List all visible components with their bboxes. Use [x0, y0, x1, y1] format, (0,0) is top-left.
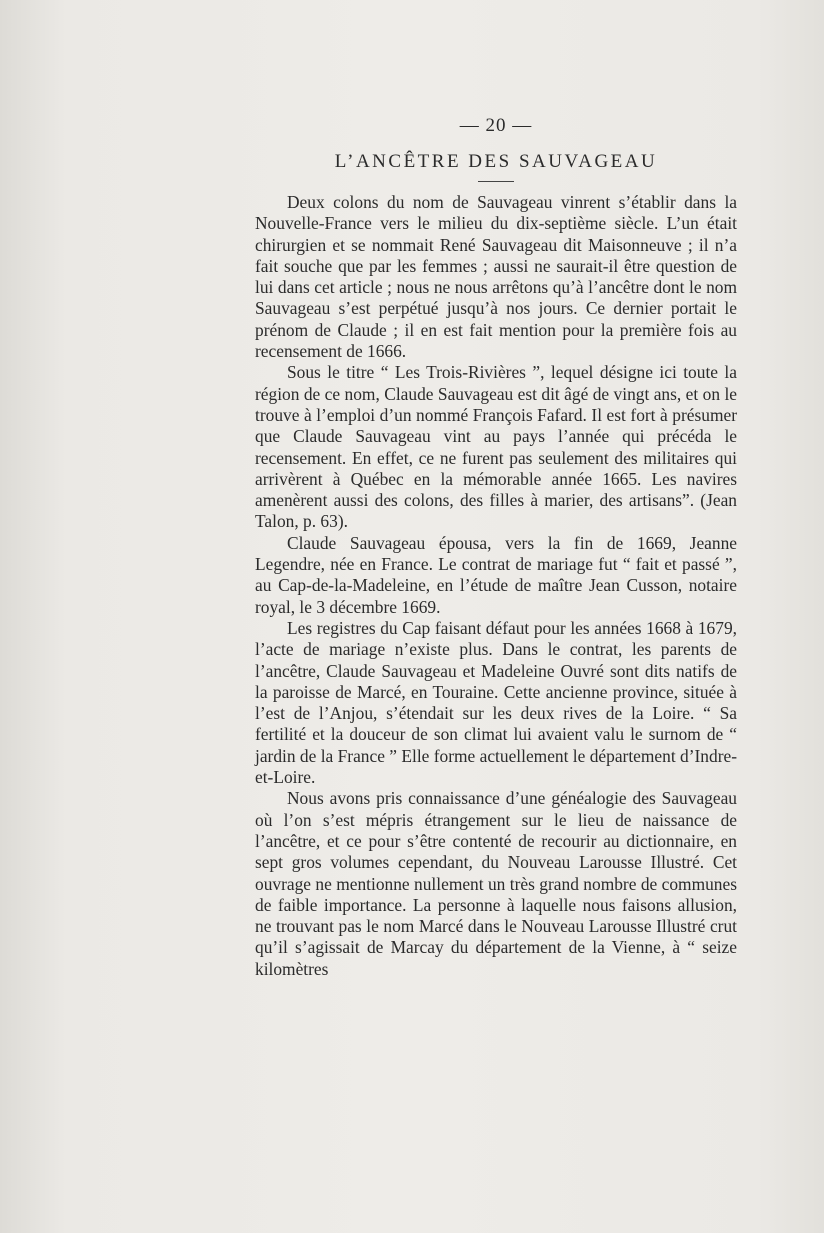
article-title: L’ANCÊTRE DES SAUVAGEAU — [334, 151, 658, 172]
title-rule — [478, 181, 514, 182]
paragraph: Deux colons du nom de Sauvageau vinrent s’établir dans la Nouvelle-France vers le milieu du dix-septième siècle. L’un était chirurgien et se nommait René Sauvageau dit Maisonneuve ; il n’a fait souche que par les femmes ; aussi ne saurait-il être question de lui dans cet article ; nous ne nous arrêtons qu’à l’ancêtre dont le nom Sauvageau s’est perpétué jusqu’à nos jours. Ce dernier portait le prénom de Claude ; il en est fait mention pour la première fois au recensement de 1666. — [255, 192, 737, 362]
paragraph: Sous le titre “ Les Trois-Rivières ”, lequel désigne ici toute la région de ce nom, Claude Sauvageau est dit âgé de vingt ans, et on le trouve à l’emploi d’un nommé François Fafard. Il est fort à présumer que Claude Sauvageau vint au pays l’année qui précéda le recensement. En effet, ce ne furent pas seulement des militaires qui arrivèrent à Québec en la mémorable année 1665. Les navires amenèrent aussi des colons, des filles à marier, des artisans”. (Jean Talon, p. 63). — [255, 362, 737, 532]
paragraph: Claude Sauvageau épousa, vers la fin de 1669, Jeanne Legendre, née en France. Le contrat de mariage fut “ fait et passé ”, au Cap-de-la-Madeleine, en l’étude de maître Jean Cusson, notaire royal, le 3 décembre 1669. — [255, 532, 737, 617]
paragraph: Les registres du Cap faisant défaut pour les années 1668 à 1679, l’acte de mariage n’existe plus. Dans le contrat, les parents de l’ancêtre, Claude Sauvageau et Madeleine Ouvré sont dits natifs de la paroisse de Marcé, en Touraine. Cette ancienne province, située à l’est de l’Anjou, s’étendait sur les deux rives de la Loire. “ Sa fertilité et la douceur de son climat lui avaient valu le surnom de “ jardin de la France ” Elle forme actuellement le département d’Indre-et-Loire. — [255, 617, 737, 788]
text-block — [255, 115, 737, 980]
paragraph: Nous avons pris connaissance d’une généalogie des Sauvageau où l’on s’est mépris étrangement sur le lieu de naissance de l’ancêtre, et ce pour s’être contenté de recourir au dictionnaire, en sept gros volumes cependant, du Nouveau Larousse Illustré. Cet ouvrage ne mentionne nullement un très grand nombre de communes de faible importance. La personne à laquelle nous faisons allusion, ne trouvant pas le nom Marcé dans le Nouveau Larousse Illustré crut qu’il s’agissait de Marcay du département de la Vienne, à “ seize kilomètres — [255, 788, 737, 979]
page-number: — 20 — — [459, 115, 533, 136]
